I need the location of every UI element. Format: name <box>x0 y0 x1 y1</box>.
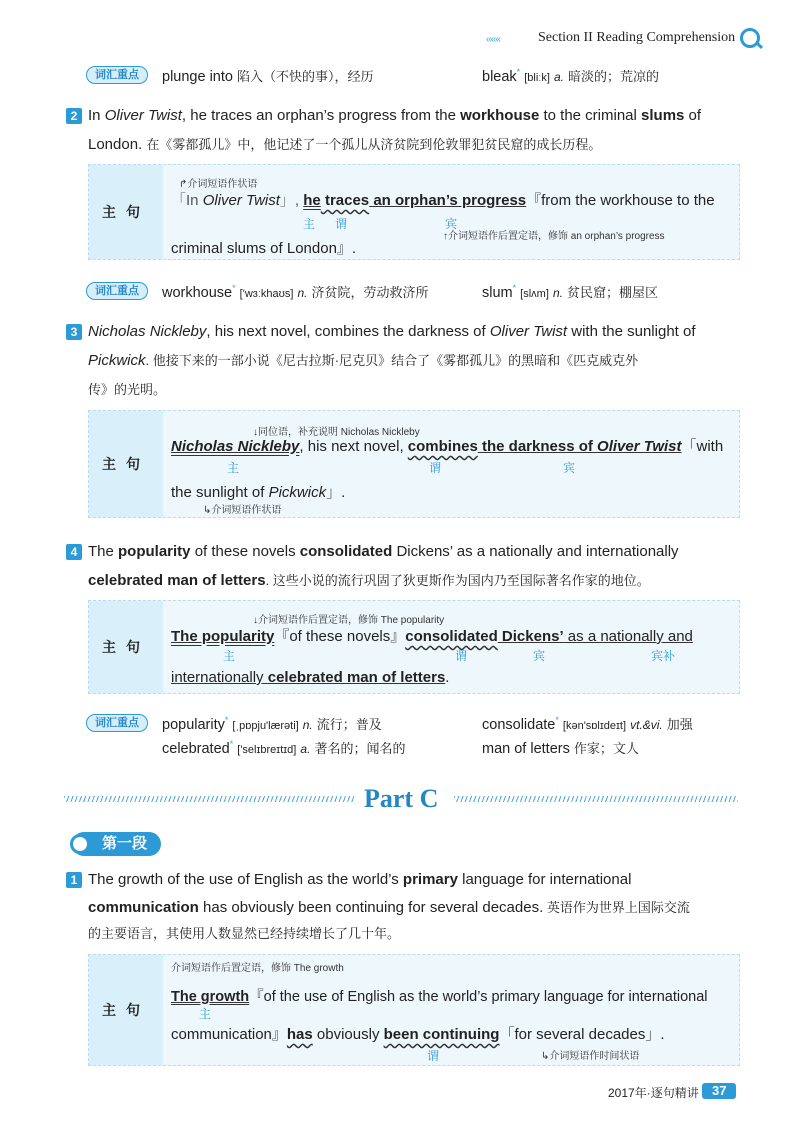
vocab-meaning: 济贫院，劳动救济所 <box>311 285 429 300</box>
vocab-word: slum <box>482 285 513 301</box>
sentence-number: 3 <box>66 324 82 340</box>
analysis-box <box>88 164 740 260</box>
vocab-meaning: 著名的；闻名的 <box>314 741 406 756</box>
analysis-line-2: internationally celebrated man of letters. <box>171 669 450 686</box>
divider-left <box>64 796 354 802</box>
subject-tag: 主 <box>223 649 236 663</box>
vocab-meaning: 流行；普及 <box>316 717 382 732</box>
sentence-2-en: In Oliver Twist, he traces an orphan’s progress from the workhouse to the criminal slums of <box>88 107 702 124</box>
annotation: ↓同位语，补充说明 Nicholas Nickleby <box>253 427 420 438</box>
object-tag: 宾 <box>533 649 546 663</box>
vocab-meaning: 贫民窟；棚屋区 <box>566 285 658 300</box>
part-title: Part C <box>364 784 439 813</box>
annotation: ↑介词短语作后置定语，修饰 an orphan’s progress <box>443 231 665 242</box>
vocab-meaning: 作家；文人 <box>573 741 639 756</box>
vocab-meaning: 加强 <box>666 717 693 732</box>
running-header-title: Section II Reading Comprehension <box>538 30 736 45</box>
sentence-number: 4 <box>66 544 82 560</box>
vocab-word: bleak <box>482 69 517 85</box>
vocab-item <box>482 66 659 85</box>
vocab-phonetic: [slʌm] <box>520 288 549 300</box>
annotation: 介词短语作后置定语，修饰 The growth <box>171 963 344 974</box>
vocab-pos: n. <box>297 286 308 300</box>
sentence-4-line2: celebrated man of letters. 这些小说的流行巩固了狄更斯作为国内乃至国际著名作家的地位。 <box>88 572 650 589</box>
vocab-phonetic: [ˌpɒpju'lærəti] <box>232 720 299 732</box>
analysis-line-2: communication』has obviously been continuing「for several decades」. <box>171 1026 665 1043</box>
vocab-meaning: 暗淡的；荒凉的 <box>567 69 659 84</box>
vocab-word: consolidate <box>482 717 556 733</box>
star-icon: * <box>516 67 521 78</box>
analysis-box <box>88 954 740 1066</box>
vocab-item <box>162 282 429 301</box>
star-icon: * <box>229 739 234 750</box>
analysis-box <box>88 410 740 518</box>
sentence-3-en: Nicholas Nickleby, his next novel, combines the darkness of Oliver Twist with the sunlight of <box>88 323 696 340</box>
vocab-label: 词汇重点 <box>86 714 148 732</box>
vocab-word: plunge into <box>162 69 233 85</box>
predicate-tag: 谓 <box>335 217 348 231</box>
vocab-phonetic: [kən'sɒlɪdeɪt] <box>562 720 627 732</box>
complement-tag: 宾补 <box>651 649 676 663</box>
annotation: ↓介词短语作后置定语，修饰 The popularity <box>253 615 445 626</box>
box-label: 主句 <box>89 411 163 517</box>
sentence-5-en: The growth of the use of English as the world’s primary language for international <box>88 871 632 888</box>
vocab-phonetic: ['wɜːkhaʊs] <box>239 288 294 300</box>
star-icon: * <box>232 283 236 294</box>
search-icon <box>70 834 90 854</box>
header-arrows: ‹‹‹‹‹‹ <box>486 34 500 45</box>
object-tag: 宾 <box>563 461 576 475</box>
vocab-item <box>162 66 374 85</box>
vocab-pos: a. <box>300 742 311 756</box>
predicate-tag: 谓 <box>427 1049 440 1063</box>
vocab-pos: a. <box>553 70 564 84</box>
vocab-item <box>162 714 382 733</box>
search-icon <box>740 28 760 48</box>
annotation: ↳介词短语作时间状语 <box>541 1051 640 1062</box>
sentence-5-line3: 的主要语言，其使用人数显然已经持续增长了几十年。 <box>88 926 401 941</box>
sentence-number: 2 <box>66 108 82 124</box>
subject-tag: 主 <box>227 461 240 475</box>
vocab-phonetic: ['selɪbreɪtɪd] <box>237 744 297 756</box>
section-badge: 第一段 <box>72 832 161 856</box>
box-label: 主句 <box>89 601 163 693</box>
vocab-pos: n. <box>552 286 563 300</box>
sentence-5-line2: communication has obviously been continuing for several decades. 英语作为世界上国际交流 <box>88 899 690 916</box>
sentence-4-en: The popularity of these novels consolidated Dickens’ as a nationally and internationally <box>88 543 679 560</box>
box-label: 主句 <box>89 165 163 259</box>
sentence-2-line2: London. 在《雾都孤儿》中，他记述了一个孤儿从济贫院到伦敦罪犯贫民窟的成长历程。 <box>88 136 602 153</box>
predicate-tag: 谓 <box>455 649 468 663</box>
analysis-line-1: Nicholas Nickleby, his next novel, combines the darkness of Oliver Twist「with <box>171 438 724 455</box>
subject-tag: 主 <box>303 217 316 231</box>
vocab-word: popularity <box>162 717 225 733</box>
annotation: ↳介词短语作状语 <box>203 505 282 516</box>
sentence-number: 1 <box>66 872 82 888</box>
divider-right <box>454 796 738 802</box>
vocab-word: workhouse <box>162 285 233 301</box>
vocab-label: 词汇重点 <box>86 282 148 300</box>
analysis-line-1: 「In Oliver Twist」, he traces an orphan’s progress『from the workhouse to the <box>171 192 715 209</box>
sentence-translation: . 他接下来的一部小说《尼古拉斯·尼克贝》结合了《雾都孤儿》的黑暗和《匹克威克外 <box>145 353 639 368</box>
star-icon: * <box>512 283 517 294</box>
vocab-pos: vt.&vi. <box>630 718 663 732</box>
analysis-line-1: The growth『of the use of English as the world’s primary language for international <box>171 989 708 1005</box>
analysis-line-2: criminal slums of London』. <box>171 240 357 257</box>
annotation: ↱介词短语作状语 <box>179 179 258 190</box>
vocab-item <box>482 738 639 757</box>
vocab-item <box>482 714 693 733</box>
vocab-item <box>482 282 658 301</box>
sentence-3-line3: 传》的光明。 <box>88 382 167 397</box>
star-icon: * <box>555 715 559 726</box>
sentence-translation: 英语作为世界上国际交流 <box>543 900 690 915</box>
sentence-translation: . 这些小说的流行巩固了狄更斯作为国内乃至国际著名作家的地位。 <box>265 573 650 588</box>
footer-title: 2017年·逐句精讲 <box>608 1086 699 1100</box>
subject-tag: 主 <box>199 1007 212 1021</box>
sentence-3-line2: Pickwick. 他接下来的一部小说《尼古拉斯·尼克贝》结合了《雾都孤儿》的黑暗和《匹克威克外 <box>88 352 639 369</box>
vocab-meaning: 陷入（不快的事），经历 <box>236 69 374 84</box>
vocab-item <box>162 738 405 757</box>
predicate-tag: 谓 <box>429 461 442 475</box>
vocab-word: man of letters <box>482 741 570 757</box>
analysis-box <box>88 600 740 694</box>
star-icon: * <box>224 715 229 726</box>
page-number: 37 <box>702 1083 736 1099</box>
analysis-line-2: the sunlight of Pickwick」. <box>171 484 346 501</box>
box-label: 主句 <box>89 955 163 1065</box>
vocab-label: 词汇重点 <box>86 66 148 84</box>
vocab-word: celebrated <box>162 741 230 757</box>
analysis-line-1: The popularity『of these novels』consolidated Dickens’ as a nationally and <box>171 628 693 645</box>
vocab-pos: n. <box>302 718 313 732</box>
sentence-translation: 在《雾都孤儿》中，他记述了一个孤儿从济贫院到伦敦罪犯贫民窟的成长历程。 <box>146 137 602 152</box>
vocab-phonetic: [bliːk] <box>524 72 550 84</box>
object-tag: 宾 <box>445 217 458 231</box>
